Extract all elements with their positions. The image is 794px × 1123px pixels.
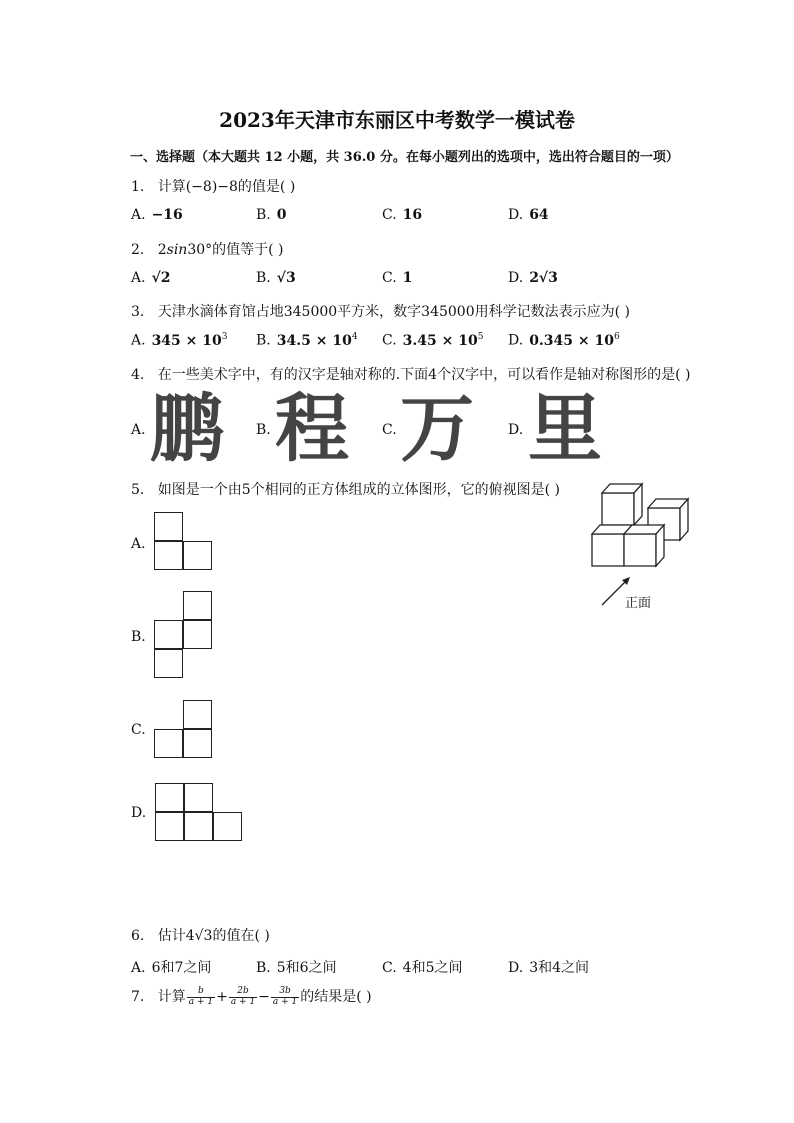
option-a: A. √2 bbox=[131, 270, 171, 286]
fraction-1: $\frac{b}{a + 1}$ bbox=[188, 985, 214, 1007]
option-d-character: 里 bbox=[528, 386, 602, 472]
option-a-character: 鹏 bbox=[150, 386, 224, 472]
option-a-label: A. bbox=[131, 536, 146, 552]
question-2: 2. 2sin30°的值等于( ) bbox=[131, 242, 284, 258]
option-c: C. 16 bbox=[382, 207, 423, 223]
question-1 bbox=[131, 176, 295, 196]
question-text: 计算(−8)−8的值是( ) bbox=[157, 179, 296, 195]
option-c: C. $3.45 \times 10^5$ bbox=[382, 332, 484, 349]
option-d-grid bbox=[155, 783, 247, 845]
option-d: D. $0.345 \times 10^6$ bbox=[508, 332, 620, 349]
question-7: 7. 计算 $\frac{b}{a + 1}$ + $\frac{2b}{a + 1}$ − $\frac{3b}{a + 1}$ 的结果是( ) bbox=[131, 985, 372, 1007]
question-3: 3. 天津水滴体育馆占地345000平方米，数字345000用科学记数法表示应为( ) bbox=[131, 304, 630, 320]
option-d: D. 3和4之间 bbox=[508, 960, 590, 976]
question-6: 6. 估计4√3的值在( ) bbox=[131, 928, 270, 944]
fraction-2: $\frac{2b}{a + 1}$ bbox=[230, 985, 256, 1007]
page-title: 2023年天津市东丽区中考数学一模试卷 bbox=[219, 108, 575, 132]
option-c-label: C. bbox=[382, 422, 397, 438]
option-b-grid bbox=[154, 591, 216, 683]
option-c-label: C. bbox=[131, 722, 146, 738]
section-heading: 一、选择题（本大题共 12 小题，共 36.0 分。在每小题列出的选项中，选出符合题目的一项） bbox=[130, 150, 679, 165]
option-c-grid bbox=[154, 700, 216, 762]
fraction-3: $\frac{3b}{a + 1}$ bbox=[272, 985, 298, 1007]
question-number: 1. bbox=[131, 179, 145, 195]
option-a: A. $345 \times 10^3$ bbox=[131, 332, 228, 349]
cube-stack-figure bbox=[588, 478, 694, 610]
option-d-label: D. bbox=[131, 805, 147, 821]
option-b: B. √3 bbox=[256, 270, 296, 286]
option-c: C. 4和5之间 bbox=[382, 960, 463, 976]
option-d-label: D. bbox=[508, 422, 524, 438]
option-d: D. 2√3 bbox=[508, 270, 558, 286]
option-a-grid bbox=[154, 512, 216, 574]
option-c: C. 1 bbox=[382, 270, 413, 286]
question-5: 5. 如图是一个由5个相同的正方体组成的立体图形，它的俯视图是( ) bbox=[131, 482, 560, 498]
option-b: B. $34.5 \times 10^4$ bbox=[256, 332, 358, 349]
option-d: D. 64 bbox=[508, 207, 549, 223]
question-4: 4. 在一些美术字中，有的汉字是轴对称的.下面4个汉字中，可以看作是轴对称图形的是( ) bbox=[131, 367, 691, 383]
option-b-character: 程 bbox=[275, 386, 349, 472]
option-c-character: 万 bbox=[400, 386, 474, 472]
option-b-label: B. bbox=[131, 629, 146, 645]
option-b: B. 0 bbox=[256, 207, 287, 223]
option-a: A. −16 bbox=[131, 207, 183, 223]
option-b-label: B. bbox=[256, 422, 271, 438]
option-a-label: A. bbox=[131, 422, 146, 438]
option-b: B. 5和6之间 bbox=[256, 960, 337, 976]
front-view-label: 正面 bbox=[625, 596, 652, 611]
option-a: A. 6和7之间 bbox=[131, 960, 212, 976]
